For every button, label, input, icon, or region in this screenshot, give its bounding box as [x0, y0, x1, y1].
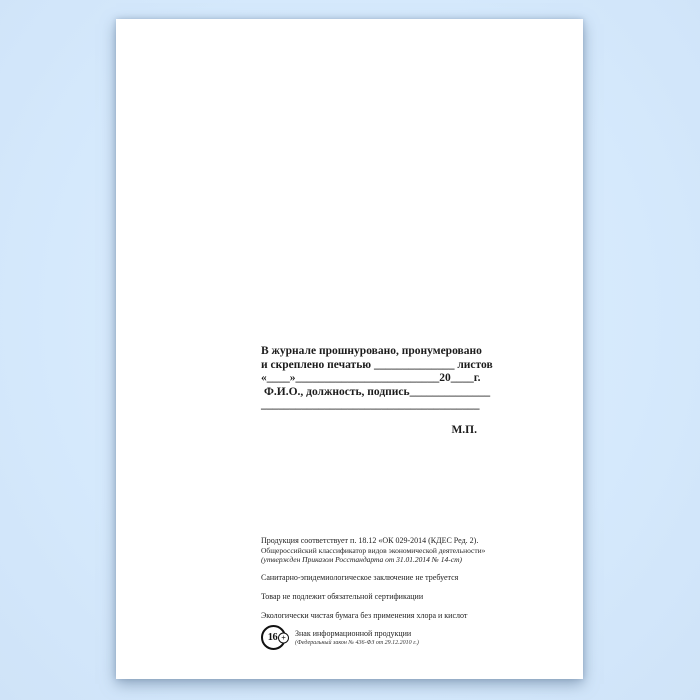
bottom-info-block — [261, 536, 523, 650]
stamp-line-4: Ф.И.О., должность, подпись______________ — [264, 385, 491, 398]
stamp-line-1: В журнале прошнуровано, пронумеровано — [261, 345, 482, 357]
stamp-line-5: ______________________________________ — [261, 399, 480, 411]
stamp-block — [261, 345, 493, 437]
stamp-line-3: «____»_________________________20____г. — [261, 372, 481, 384]
document-page — [116, 19, 583, 679]
note-ecology: Экологически чистая бумага без применения хлора и кислот — [261, 611, 468, 620]
stamp-seal-place: М.П. — [451, 423, 477, 436]
compliance-line-3: (утвержден Приказом Росстандарта от 31.01.2014 № 14-ст) — [261, 555, 462, 564]
age-mark-label: Знак информационной продукции — [295, 628, 412, 638]
age-mark-law: (Федеральный закон № 436-ФЗ от 29.12.2010 г.) — [295, 639, 419, 646]
age-plus-icon: + — [278, 632, 289, 643]
stamp-line-2: и скреплено печатью ______________ листов — [261, 358, 493, 371]
compliance-line-1: Продукция соответствует п. 18.12 «ОК 029-2014 (КДЕС Ред. 2). — [261, 536, 479, 545]
compliance-line-2: Общероссийский классификатор видов экономической деятельности» — [261, 546, 486, 555]
age-mark-row — [261, 625, 523, 650]
age-16-plus-icon — [261, 625, 286, 650]
age-mark-text — [295, 629, 419, 647]
age-number: 16 — [267, 632, 278, 643]
note-sanitary: Санитарно-эпидемиологическое заключение не требуется — [261, 573, 459, 582]
note-certification: Товар не подлежит обязательной сертификации — [261, 592, 424, 601]
